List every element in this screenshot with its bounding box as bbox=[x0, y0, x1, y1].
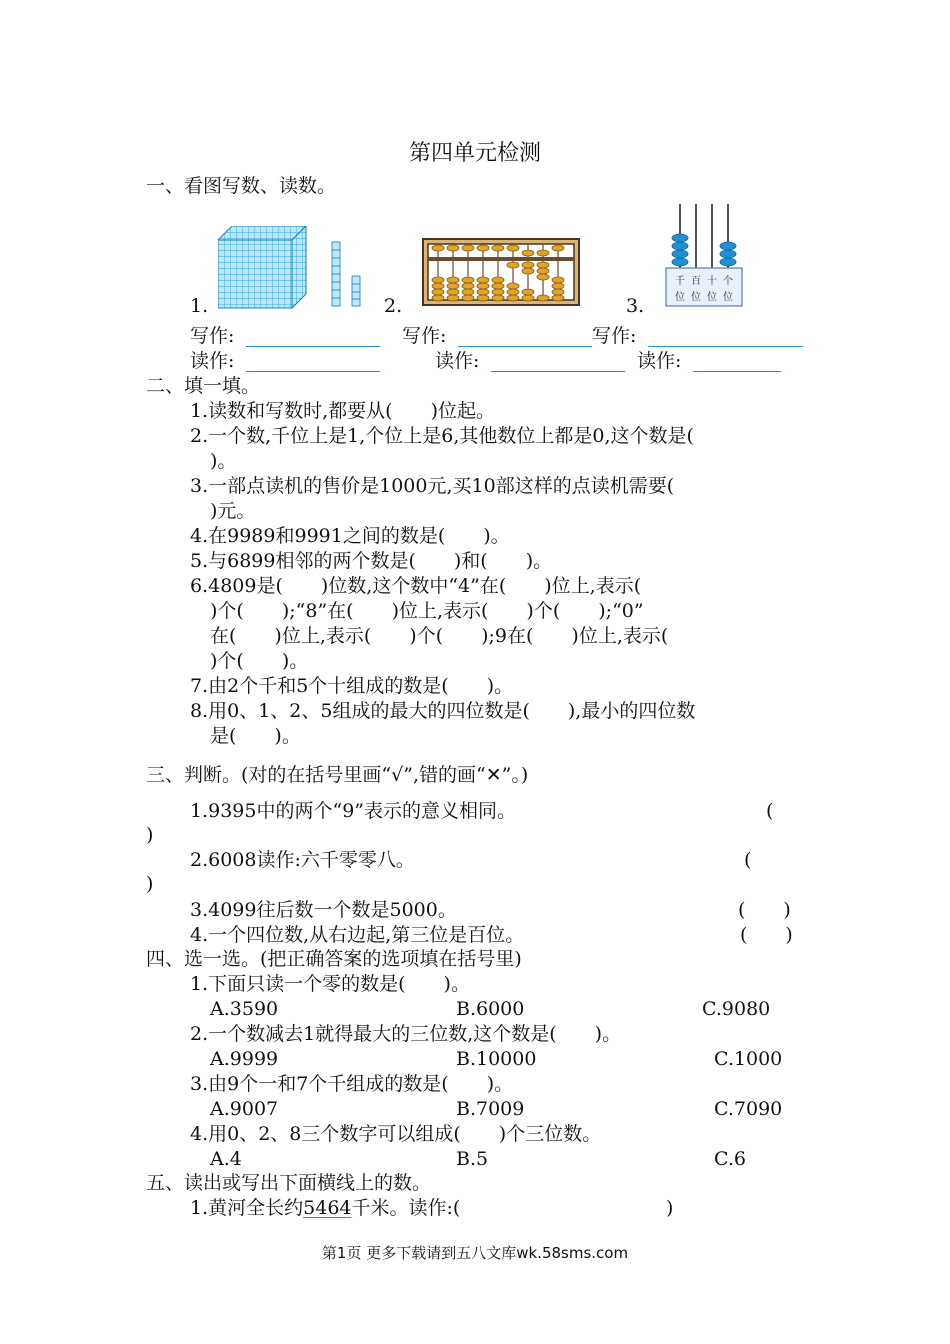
read-line-2[interactable] bbox=[491, 371, 625, 372]
fill-q8-line2: 是( )。 bbox=[210, 725, 301, 747]
abacus-label-thousands: 千 bbox=[675, 276, 685, 287]
abacus-label-hundreds: 百 bbox=[691, 276, 701, 287]
section-2-heading: 二、填一填。 bbox=[146, 375, 261, 397]
judge-q3-bracket[interactable]: ( ) bbox=[738, 899, 791, 921]
abacus-label-wei-4: 位 bbox=[723, 292, 733, 303]
fill-q2-line2: )。 bbox=[210, 450, 237, 472]
write-label-3: 写作: bbox=[592, 325, 637, 347]
choice-q1-option-c[interactable]: C.9080 bbox=[702, 998, 771, 1020]
choice-q4: 4.用0、2、8三个数字可以组成( )个三位数。 bbox=[190, 1123, 602, 1145]
read-label-2: 读作: bbox=[435, 350, 480, 372]
abacus-label-wei-1: 位 bbox=[675, 292, 685, 303]
read-write-q1-bracket-close: ) bbox=[666, 1197, 674, 1219]
fill-q3-line2: )元。 bbox=[210, 500, 256, 522]
write-line-2[interactable] bbox=[458, 346, 592, 347]
fill-q7: 7.由2个千和5个十组成的数是( )。 bbox=[190, 675, 514, 697]
write-label-2: 写作: bbox=[402, 325, 447, 347]
choice-q3: 3.由9个一和7个千组成的数是( )。 bbox=[190, 1073, 514, 1095]
fill-q8-line1: 8.用0、1、2、5组成的最大的四位数是( ),最小的四位数 bbox=[190, 700, 696, 722]
choice-q4-option-b[interactable]: B.5 bbox=[456, 1148, 489, 1170]
section-3-heading: 三、判断。(对的在括号里画“√”,错的画“✕”。) bbox=[146, 764, 529, 786]
write-line-1[interactable] bbox=[246, 346, 380, 347]
judge-q4: 4.一个四位数,从右边起,第三位是百位。 bbox=[190, 924, 525, 946]
fill-q6-line2: )个( );“8”在( )位上,表示( )个( );“0” bbox=[210, 600, 644, 622]
write-line-3[interactable] bbox=[648, 346, 803, 347]
choice-q2-option-a[interactable]: A.9999 bbox=[210, 1048, 279, 1070]
read-label-3: 读作: bbox=[637, 350, 682, 372]
fill-q1: 1.读数和写数时,都要从( )位起。 bbox=[190, 400, 495, 422]
section-1-heading: 一、看图写数、读数。 bbox=[146, 175, 337, 197]
choice-q3-option-b[interactable]: B.7009 bbox=[456, 1098, 525, 1120]
judge-q2-bracket-close: ) bbox=[146, 873, 154, 895]
read-write-q1-suffix: 千米。读作:( bbox=[351, 1197, 461, 1219]
read-write-q1 bbox=[190, 1196, 460, 1221]
judge-q4-bracket[interactable]: ( ) bbox=[740, 924, 793, 946]
choice-q3-option-a[interactable]: A.9007 bbox=[210, 1098, 279, 1120]
fill-q6-line3: 在( )位上,表示( )个( );9在( )位上,表示( bbox=[210, 625, 669, 647]
thousand-cube-figure bbox=[218, 226, 366, 310]
judge-q1-bracket-close: ) bbox=[146, 824, 154, 846]
read-line-3[interactable] bbox=[693, 371, 781, 372]
fill-q5: 5.与6899相邻的两个数是( )和( )。 bbox=[190, 550, 553, 572]
section-5-heading: 五、读出或写出下面横线上的数。 bbox=[146, 1172, 432, 1194]
abacus-figure bbox=[422, 238, 580, 306]
page-title: 第四单元检测 bbox=[408, 141, 541, 166]
fill-q2-line1: 2.一个数,千位上是1,个位上是6,其他数位上都是0,这个数是( bbox=[190, 425, 694, 447]
counting-frame-figure bbox=[664, 202, 744, 308]
figure-2-number: 2. bbox=[384, 295, 403, 317]
underlined-number: 5464 bbox=[303, 1197, 352, 1219]
figure-1-number: 1. bbox=[190, 295, 209, 317]
judge-q2-bracket-open[interactable]: ( bbox=[744, 849, 752, 871]
read-write-q1-prefix: 1.黄河全长约 bbox=[190, 1197, 304, 1219]
fill-q4: 4.在9989和9991之间的数是( )。 bbox=[190, 525, 510, 547]
choice-q1: 1.下面只读一个零的数是( )。 bbox=[190, 973, 470, 995]
figure-3-number: 3. bbox=[626, 295, 645, 317]
judge-q2: 2.6008读作:六千零零八。 bbox=[190, 849, 415, 871]
choice-q2-option-b[interactable]: B.10000 bbox=[456, 1048, 537, 1070]
section-4-heading: 四、选一选。(把正确答案的选项填在括号里) bbox=[146, 948, 522, 970]
fill-q3-line1: 3.一部点读机的售价是1000元,买10部这样的点读机需要( bbox=[190, 475, 675, 497]
choice-q2-option-c[interactable]: C.1000 bbox=[714, 1048, 783, 1070]
fill-q6-line4: )个( )。 bbox=[210, 650, 309, 672]
choice-q4-option-a[interactable]: A.4 bbox=[210, 1148, 242, 1170]
abacus-label-ones: 个 bbox=[723, 276, 733, 287]
abacus-label-wei-3: 位 bbox=[707, 292, 717, 303]
abacus-label-wei-2: 位 bbox=[691, 292, 701, 303]
choice-q4-option-c[interactable]: C.6 bbox=[714, 1148, 746, 1170]
choice-q3-option-c[interactable]: C.7090 bbox=[714, 1098, 783, 1120]
page-footer: 第1页 更多下载请到五八文库wk.58sms.com bbox=[321, 1244, 629, 1262]
choice-q2: 2.一个数减去1就得最大的三位数,这个数是( )。 bbox=[190, 1023, 622, 1045]
judge-q1: 1.9395中的两个“9”表示的意义相同。 bbox=[190, 800, 516, 822]
choice-q1-option-b[interactable]: B.6000 bbox=[456, 998, 525, 1020]
read-label-1: 读作: bbox=[190, 350, 235, 372]
read-line-1[interactable] bbox=[246, 371, 380, 372]
judge-q3: 3.4099往后数一个数是5000。 bbox=[190, 899, 457, 921]
judge-q1-bracket-open[interactable]: ( bbox=[766, 800, 774, 822]
write-label-1: 写作: bbox=[190, 325, 235, 347]
choice-q1-option-a[interactable]: A.3590 bbox=[210, 998, 279, 1020]
fill-q6-line1: 6.4809是( )位数,这个数中“4”在( )位上,表示( bbox=[190, 575, 642, 597]
abacus-label-tens: 十 bbox=[707, 276, 717, 287]
